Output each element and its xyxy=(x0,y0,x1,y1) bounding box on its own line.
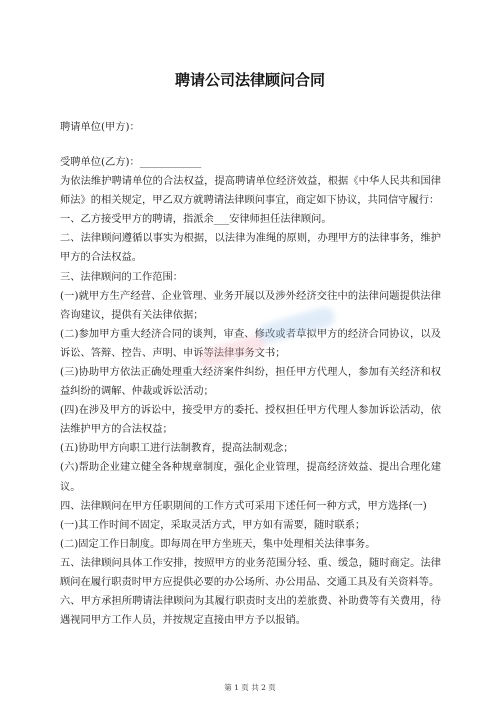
clause-4-item-2: (二)固定工作日制度。即每周在甲方坐班天，集中处理相关法律事务。 xyxy=(60,537,376,550)
party-a-line xyxy=(60,118,441,137)
party-b-line xyxy=(60,153,441,172)
document-body xyxy=(60,118,441,630)
party-b-label: 受聘单位(乙方)： xyxy=(60,155,140,168)
party-a-label: 聘请单位(甲方)： xyxy=(60,121,140,133)
clause-3-item-3: (三)协助甲方依法正确处理重大经济案件纠纷，担任甲方代理人，参加有关经济和权益纠纷的调解、仲裁或诉讼活动； xyxy=(60,366,441,398)
clause-3-item-4: (四)在涉及甲方的诉讼中，接受甲方的委托、授权担任甲方代理人参加诉讼活动，依法维护甲方的合法权益； xyxy=(60,404,441,436)
clause-1: 一、乙方接受甲方的聘请，指派余___安律师担任法律顾问。 xyxy=(60,213,332,226)
document-title: 聘请公司法律顾问合同 xyxy=(174,71,325,89)
clause-3-item-5: (五)协助甲方向职工进行法制教育，提高法制观念； xyxy=(60,442,294,455)
clause-3-item-6: (六)帮助企业建立健全各种规章制度，强化企业管理，提高经济效益、提出合理化建议。 xyxy=(60,461,441,493)
clause-6: 六、甲方承担所聘请法律顾问为其履行职责时支出的差旅费、补助费等有关费用，待遇视同甲方工作人员，并按规定直接由甲方予以报销。 xyxy=(60,595,441,627)
clause-2: 二、法律顾问遵循以事实为根据，以法律为准绳的原则，办理甲方的法律事务，维护甲方的合法权益。 xyxy=(60,232,441,264)
page-number: 第 1 页 共 2 页 xyxy=(224,683,276,692)
clause-3: 三、法律顾问的工作范围： xyxy=(60,270,184,283)
clause-3-item-2: (二)参加甲方重大经济合同的谈判，审查、修改或者草拟甲方的经济合同协议，以及诉讼、答辩、控告、声明、申诉等法律事务文书； xyxy=(60,327,441,359)
clause-5: 五、法律顾问具体工作安排，按照甲方的业务范围分轻、重、缓急，随时商定。法律顾问在履行职责时甲方应提供必要的办公场所、办公用品、交通工具及有关资料等。 xyxy=(60,556,441,589)
party-b-blank: ____________ xyxy=(139,155,202,168)
clause-4-item-1: (一)其工作时间不固定，采取灵活方式，甲方如有需要，随时联系； xyxy=(60,518,366,531)
clause-4: 四、法律顾问在甲方任职期间的工作方式可采用下述任何一种方式，甲方选择(一) xyxy=(60,499,427,512)
preamble: 为依法维护聘请单位的合法权益，提高聘请单位经济效益，根据《中华人民共和国律师法》的相关规定，甲乙双方就聘请法律顾问事宜，商定如下协议，共同信守履行： xyxy=(60,175,441,207)
clause-3-item-1: (一)就甲方生产经营、企业管理、业务开展以及涉外经济交往中的法律问题提供法律咨询建议，提供有关法律依据； xyxy=(60,289,441,321)
